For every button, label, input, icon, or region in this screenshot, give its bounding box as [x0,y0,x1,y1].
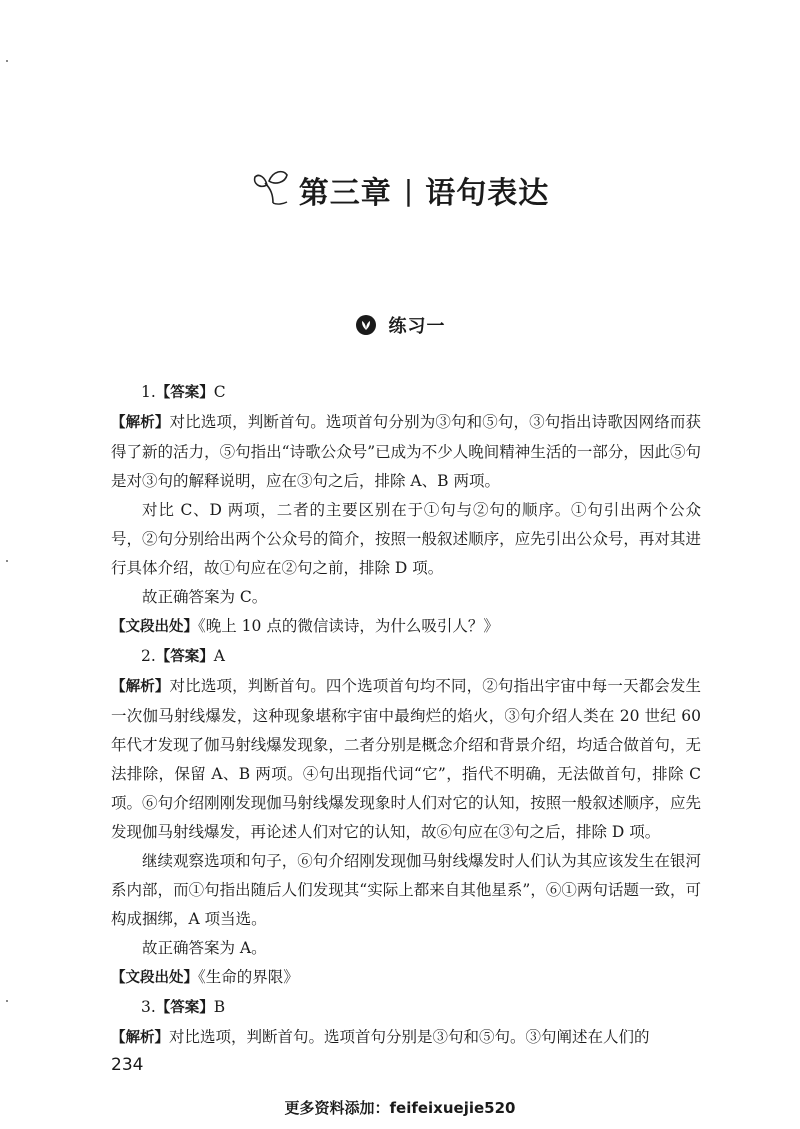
analysis-paragraph-q1 [111,408,701,496]
conclusion-q1: 故正确答案为 C。 [142,588,268,606]
chapter-heading [0,168,800,212]
scan-margin-mark [6,60,8,62]
scan-margin-mark [6,560,8,562]
analysis-text: 对比选项，判断首句。选项首句分别为③句和⑤句，③句指出诗歌因网络而获得了新的活力，⑤句指出“诗歌公众号”已成为不少人晚间精神生活的一部分，因此⑤句是对③句的解释说明，应在③句之后，排除 A、B 两项。 [111,413,701,490]
source-line-q1 [111,612,701,642]
question-number: 3. [141,998,156,1016]
leaf-badge-icon [355,314,377,336]
answer-label: 【答案】 [155,385,214,401]
answer-value: B [213,998,226,1016]
chapter-separator: | [403,173,414,207]
answer-line-q3 [111,993,701,1023]
analysis-text: 对比选项，判断首句。四个选项首句均不同，②句指出宇宙中每一天都会发生一次伽马射线爆发，这种现象堪称宇宙中最绚烂的焰火，③句介绍人类在 20 世纪 60 年代才发现了伽马射线爆发现象，二者分别是概念介绍和背景介绍，均适合做首句，无法排除，保留 A、B 两项。④句出现指代词“它”，指代不明确，无法做首句，排除 C 项。⑥句介绍刚刚发现伽马射线爆发现象时人们对它的认知，按照一般叙述顺序，应先发现伽马射线爆发，再论述人们对它的认知，故⑥句应在③句之后，排除 D 项。 [111,677,701,841]
question-number: 1. [141,383,156,401]
source-label: 【文段出处】 [111,619,198,635]
analysis-label: 【解析】 [111,415,170,431]
conclusion-q2: 故正确答案为 A。 [142,939,267,957]
source-text: 《生命的界限》 [198,968,299,986]
chapter-title: 第三章 [298,176,392,211]
answer-value: A [213,647,225,665]
answer-label: 【答案】 [155,649,214,665]
answer-line-q1 [111,378,701,408]
page-number: 234 [111,1055,144,1075]
answer-value: C [213,383,226,401]
analysis-label: 【解析】 [111,1030,169,1046]
analysis-paragraph-q1-2: 对比 C、D 两项，二者的主要区别在于①句与②句的顺序。①句引出两个公众号，②句分别给出两个公众号的简介，按照一般叙述顺序，应先引出公众号，再对其进行具体介绍，故①句应在②句之前，排除 D 项。 [111,501,701,577]
analysis-paragraph-q2 [111,672,701,847]
scan-margin-mark [6,1000,8,1002]
exercise-title: 练习一 [388,316,446,337]
question-number: 2. [141,647,156,665]
exercise-heading [0,312,800,338]
analysis-paragraph-q2-2: 继续观察选项和句子，⑥句介绍刚发现伽马射线爆发时人们认为其应该发生在银河系内部，而①句指出随后人们发现其“实际上都来自其他星系”，⑥①两句话题一致，可构成捆绑，A 项当选。 [111,852,701,928]
footer-note: 更多资料添加：feifeixuejie520 [284,1099,516,1117]
answer-content [111,378,701,1053]
chapter-subtitle: 语句表达 [425,176,550,211]
analysis-paragraph-q3 [111,1023,701,1053]
source-line-q2 [111,963,701,993]
analysis-label: 【解析】 [111,679,170,695]
sprout-icon [251,167,293,207]
answer-line-q2 [111,642,701,672]
analysis-text: 对比选项，判断首句。选项首句分别是③句和⑤句。③句阐述在人们的 [169,1028,650,1046]
source-label: 【文段出处】 [111,970,198,986]
answer-label: 【答案】 [155,1000,214,1016]
source-text: 《晚上 10 点的微信读诗，为什么吸引人？》 [198,617,499,635]
